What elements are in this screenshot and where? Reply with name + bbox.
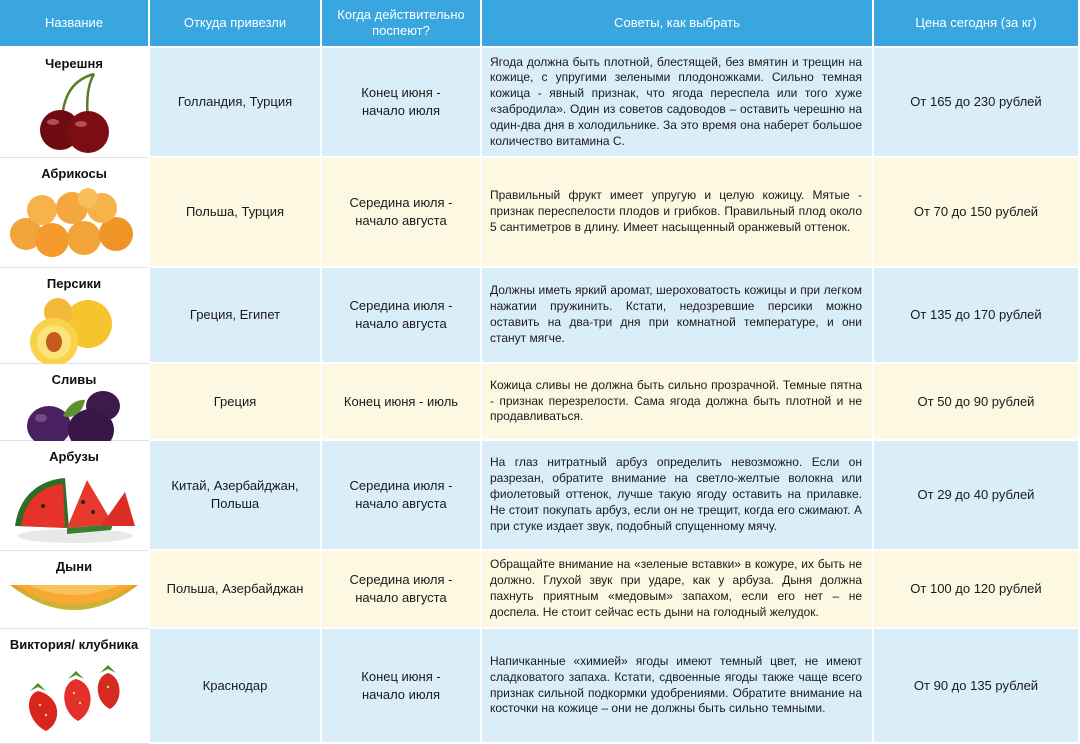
header-tips: Советы, как выбрать — [482, 0, 874, 48]
fruit-name-cell — [0, 551, 150, 629]
fruit-name-cell — [0, 48, 150, 158]
tips-cell: Правильный фрукт имеет упругую и целую кожицу. Мятые - признак переспелости плодов и грибков. Правильный плод около 5 сантиметров в длину. Имеет насыщенный оранжевый оттенок. — [482, 158, 874, 268]
origin-cell: Краснодар — [150, 629, 322, 744]
melon-icon — [6, 575, 142, 631]
tips-cell: Напичканные «химией» ягоды имеют темный цвет, не имеют сладковатого запаха. Кстати, сдвоенные ягоды также чаще всего признак сильной подкормки удобрениями. Обратите внимание на косточки на кожице – они не должны быть сильно темными. — [482, 629, 874, 744]
fruit-name: Сливы — [51, 372, 97, 387]
tips-cell: На глаз нитратный арбуз определить невозможно. Если он разрезан, обратите внимание на светло-желтые волокна или фиолетовый оттенок, лучше такую ягоду оставить на прилавке. Не стоит покупать арбуз, если он не трещит, когда его сжимают. А при стуке издает звук, подобный спущенному мячу. — [482, 441, 874, 551]
origin-cell: Китай, Азербайджан, Польша — [150, 441, 322, 551]
price-cell: От 165 до 230 рублей — [874, 48, 1080, 158]
origin-cell: Греция, Египет — [150, 268, 322, 364]
fruit-name: Персики — [46, 276, 102, 291]
header-price: Цена сегодня (за кг) — [874, 0, 1080, 48]
apricot-icon — [4, 186, 144, 260]
ripe-cell: Середина июля - начало августа — [322, 158, 482, 268]
fruit-name-cell — [0, 364, 150, 441]
header-ripe: Когда действительно поспеют? — [322, 0, 482, 48]
fruit-name: Дыни — [55, 559, 93, 574]
header-name: Название — [0, 0, 150, 48]
price-cell: От 50 до 90 рублей — [874, 364, 1080, 441]
strawberry-icon — [16, 661, 132, 733]
ripe-cell: Середина июля - начало августа — [322, 551, 482, 629]
cherry-icon — [24, 72, 124, 154]
peach-icon — [24, 292, 124, 368]
origin-cell: Польша, Турция — [150, 158, 322, 268]
fruit-name: Арбузы — [49, 449, 99, 464]
origin-cell: Голландия, Турция — [150, 48, 322, 158]
fruit-name-cell — [0, 629, 150, 744]
ripe-cell: Середина июля - начало августа — [322, 441, 482, 551]
price-cell: От 70 до 150 рублей — [874, 158, 1080, 268]
price-cell: От 29 до 40 рублей — [874, 441, 1080, 551]
header-origin: Откуда привезли — [150, 0, 322, 48]
fruit-name-cell — [0, 441, 150, 551]
fruit-name: Абрикосы — [41, 166, 107, 181]
tips-cell: Обращайте внимание на «зеленые вставки» в кожуре, их быть не должно. Глухой звук при ударе, как у арбуза. Дыня должна пахнуть приятным «медовым» запахом, если его нет – не доспела. Не стоит сейчас есть дыни на голодный желудок. — [482, 551, 874, 629]
watermelon-icon — [9, 466, 139, 546]
fruit-name: Виктория/ клубника — [9, 637, 139, 652]
price-cell: От 90 до 135 рублей — [874, 629, 1080, 744]
price-cell: От 135 до 170 рублей — [874, 268, 1080, 364]
fruit-name-cell — [0, 158, 150, 268]
price-cell: От 100 до 120 рублей — [874, 551, 1080, 629]
origin-cell: Греция — [150, 364, 322, 441]
tips-cell: Кожица сливы не должна быть сильно прозрачной. Темные пятна - признак перезрелости. Сама ягода должна быть плотной и не продавливаться. — [482, 364, 874, 441]
ripe-cell: Середина июля - начало августа — [322, 268, 482, 364]
origin-cell: Польша, Азербайджан — [150, 551, 322, 629]
fruit-name-cell — [0, 268, 150, 364]
ripe-cell: Конец июня - начало июля — [322, 48, 482, 158]
tips-cell: Должны иметь яркий аромат, шероховатость кожицы и при легком нажатии пружинить. Кстати, недозревшие персики можно оставить на два-три дня при комнатной температуре, и они станут мягче. — [482, 268, 874, 364]
fruit-name: Черешня — [45, 56, 103, 71]
ripe-cell: Конец июня - июль — [322, 364, 482, 441]
ripe-cell: Конец июня - начало июля — [322, 629, 482, 744]
tips-cell: Ягода должна быть плотной, блестящей, без вмятин и трещин на кожице, с упругими зелеными плодоножками. Сильно темная кожица - явный признак, что ягода переспела или того хуже «забродила». Один из советов садоводов – оставить черешню на один-два дня в холодильнике. За это время она наберет большое количество витамина С. — [482, 48, 874, 158]
